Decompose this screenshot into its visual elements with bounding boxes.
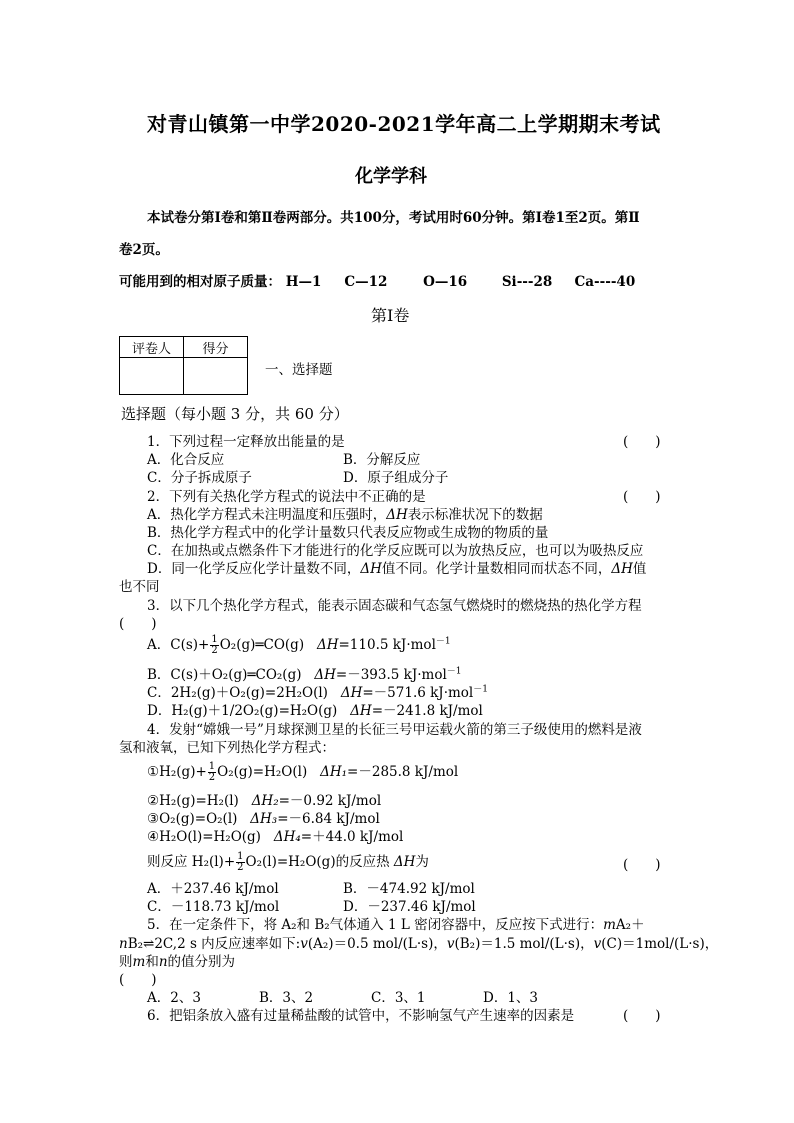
- q2-option-b: B．热化学方程式中的化学计量数只代表反应物或生成物的物质的量: [147, 525, 549, 541]
- q6-stem: 6．把铝条放入盛有过量稀盐酸的试管中，不影响氢气产生速率的因素是: [147, 1008, 575, 1024]
- q3-option-d: D．H₂(g)＋1/2O₂(g)=H₂O(g) ΔH=－241.8 kJ/mol: [147, 703, 483, 719]
- score-cell[interactable]: [184, 358, 248, 395]
- q4-option-a: A．＋237.46 kJ/mol: [147, 881, 279, 897]
- q6-answer-paren: ( ): [623, 1008, 661, 1024]
- q1-stem: 1．下列过程一定释放出能量的是: [147, 434, 345, 450]
- section-1-heading: 一、选择题: [265, 362, 333, 378]
- score-header: 得分: [184, 337, 248, 358]
- q3-stem: 3．以下几个热化学方程式，能表示固态碳和气态氢气燃烧时的燃烧热的热化学方程: [147, 598, 642, 614]
- half-fraction: $\frac{1}{2}$: [211, 634, 218, 656]
- q4-stem-2: 氢和液氧，已知下列热化学方程式：: [119, 740, 335, 756]
- q2-stem: 2．下列有关热化学方程式的说法中不正确的是: [147, 489, 426, 505]
- q4-option-c: C．－118.73 kJ/mol: [147, 899, 280, 915]
- q4-option-d: D．－237.46 kJ/mol: [343, 899, 476, 915]
- q4-answer-paren: ( ): [623, 857, 661, 873]
- q5-line-1: 5．在一定条件下，将 A₂和 B₂气体通入 1 L 密闭容器中，反应按下式进行：mA₂＋: [147, 917, 645, 933]
- q1-option-d: D．原子组成分子: [343, 470, 449, 486]
- q2-option-d-cont: 也不同: [119, 579, 160, 595]
- q1-option-a: A．化合反应: [147, 452, 225, 468]
- score-table: [119, 336, 248, 395]
- mass-ca: Ca----40: [574, 274, 636, 290]
- intro-line-1: 本试卷分第Ⅰ卷和第Ⅱ卷两部分。共100分，考试用时60分钟。第Ⅰ卷1至2页。第Ⅱ: [147, 210, 640, 226]
- q4-eq-4: ④H₂O(l)=H₂O(g) ΔH₄=＋44.0 kJ/mol: [147, 829, 404, 845]
- q3-answer-paren: ( ): [119, 616, 157, 632]
- q1-option-b: B．分解反应: [343, 452, 421, 468]
- q2-option-c: C．在加热或点燃条件下才能进行的化学反应既可以为放热反应，也可以为吸热反应: [147, 543, 644, 559]
- q3-option-c: C．2H₂(g)＋O₂(g)=2H₂O(l) ΔH=－571.6 kJ·mol$^{-1}$: [147, 684, 488, 701]
- q5-option-b: B．3、2: [259, 990, 314, 1006]
- q5-option-d: D．1、3: [483, 990, 539, 1006]
- q4-eq-3: ③O₂(g)=O₂(l) ΔH₃=－6.84 kJ/mol: [147, 811, 380, 827]
- section-1-instruction: 选择题（每小题 3 分，共 60 分）: [121, 405, 349, 423]
- q2-option-a: A．热化学方程式未注明温度和压强时，ΔH表示标准状况下的数据: [147, 507, 543, 523]
- q1-answer-paren: ( ): [623, 434, 661, 450]
- q4-option-b: B．－474.92 kJ/mol: [343, 881, 475, 897]
- intro-line-2: 卷2页。: [119, 242, 169, 258]
- q5-option-c: C．3、1: [371, 990, 426, 1006]
- subject-title: 化学学科: [355, 166, 427, 187]
- mass-o: O—16: [423, 274, 468, 290]
- q2-option-d: D．同一化学反应化学计量数不同，ΔH值不同。化学计量数相同而状态不同，ΔH值: [147, 561, 647, 577]
- mass-h: H—1: [285, 274, 322, 290]
- mass-si: Si---28: [501, 274, 553, 290]
- q5-option-a: A．2、3: [147, 990, 201, 1006]
- mass-c: C—12: [344, 274, 388, 290]
- exam-title: 对青山镇第一中学2020-2021学年高二上学期期末考试: [147, 112, 661, 136]
- q5-line-3: 则m和n的值分别为: [119, 954, 236, 970]
- q3-option-b: B．C(s)＋O₂(g)═CO₂(g) ΔH=－393.5 kJ·mol$^{-1}$: [147, 666, 462, 683]
- atomic-masses: [119, 270, 635, 290]
- grader-cell[interactable]: [120, 358, 184, 395]
- q4-stem-1: 4．发射“嫦娥一号”月球探测卫星的长征三号甲运载火箭的第三子级使用的燃料是液: [147, 722, 642, 738]
- q1-option-c: C．分子拆成原子: [147, 470, 252, 486]
- q4-question: 则反应 H₂(l)+ $\frac{1}{2}$ O₂(l)=H₂O(g)的反应热 ΔH为: [147, 851, 429, 873]
- masses-label: 可能用到的相对原子质量：: [119, 274, 281, 290]
- q4-eq-1: ①H₂(g)+ $\frac{1}{2}$ O₂(g)=H₂O(l) ΔH₁=－285.8 kJ/mol: [147, 761, 459, 783]
- q2-answer-paren: ( ): [623, 489, 661, 505]
- q5-answer-paren: ( ): [119, 972, 157, 988]
- q5-line-2: nB₂⇌2C,2 s 内反应速率如下:v(A₂)＝0.5 mol/(L·s)，v(B₂)＝1.5 mol/(L·s)，v(C)＝1mol/(L·s)，: [119, 936, 719, 952]
- grader-header: 评卷人: [120, 337, 184, 358]
- q3-option-a: A．C(s)+ $\frac{1}{2}$ O₂(g)═CO(g) ΔH=110.5 kJ·mol$^{-1}$: [147, 634, 451, 656]
- part-1-label: 第Ⅰ卷: [371, 306, 410, 325]
- q4-eq-2: ②H₂(g)=H₂(l) ΔH₂=－0.92 kJ/mol: [147, 793, 382, 809]
